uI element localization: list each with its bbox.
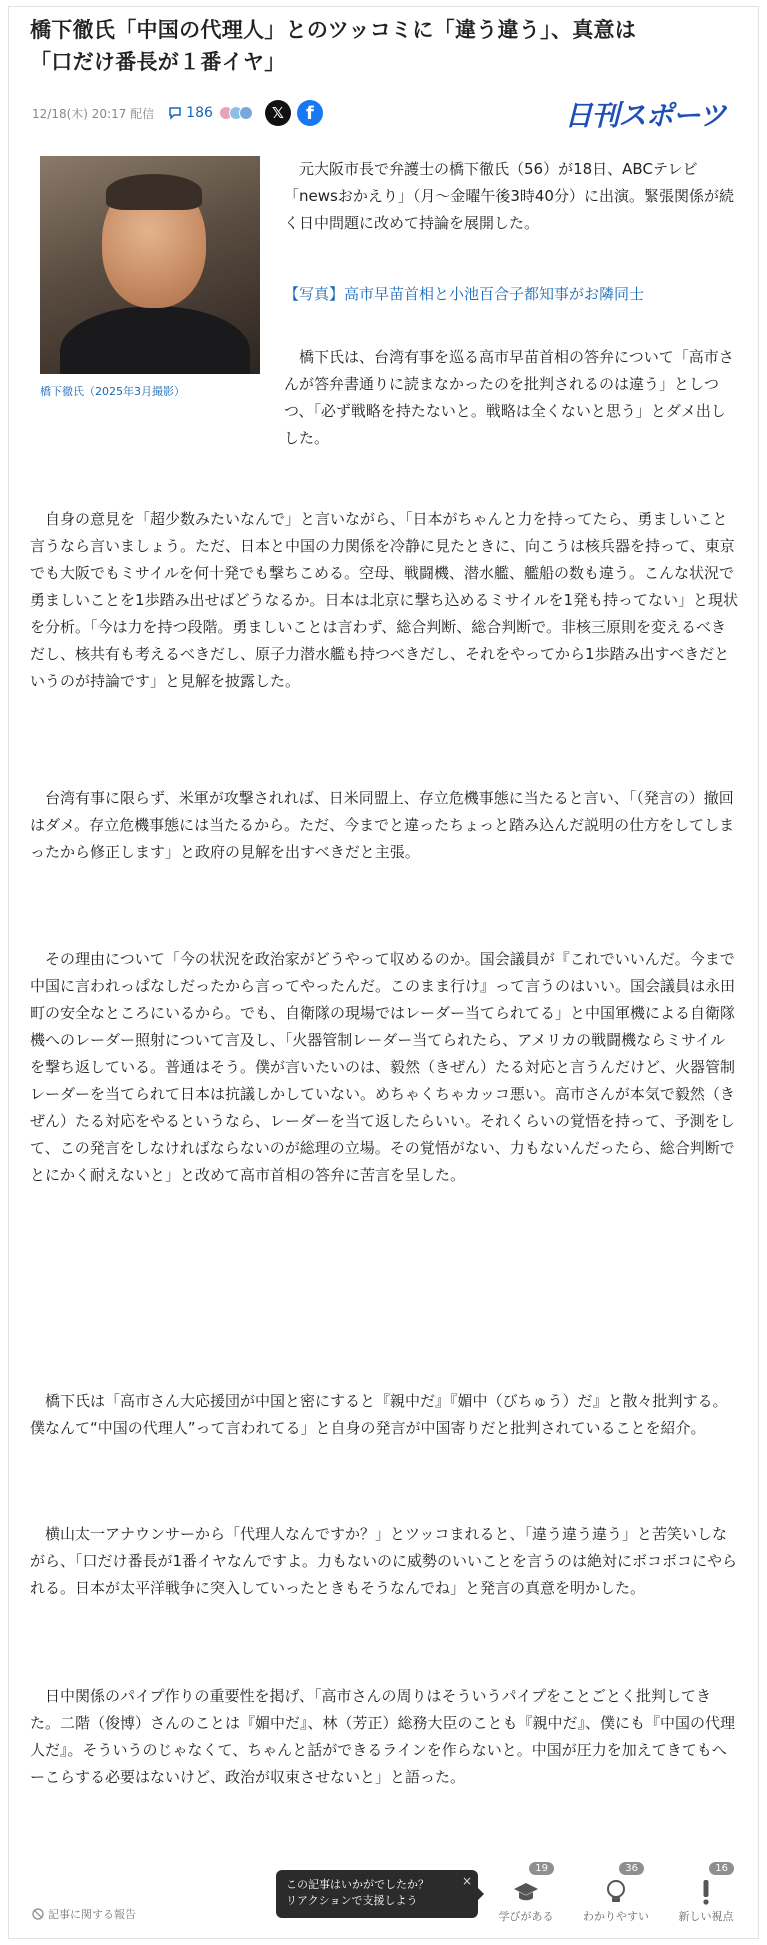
reaction-summary-icons (219, 106, 253, 120)
paragraph-2: 橋下氏は、台湾有事を巡る高市早苗首相の答弁について「高市さんが答弁書通りに読まなかったのを批判されるのは違う」としつつ、「必ず戦略を持たないと。戦略は全くないと思う」とダメ出しした。 (284, 348, 734, 447)
reaction-label: わかりやすい (583, 1910, 649, 1923)
reaction-dot-icon (239, 106, 253, 120)
photo-caption: 橋下徹氏（2025年3月撮影） (40, 385, 185, 398)
reaction-label: 学びがある (498, 1910, 554, 1923)
title-line-2: 「口だけ番長が１番イヤ」 (30, 50, 286, 74)
comment-icon (168, 106, 182, 120)
photo-body-shape (60, 306, 250, 374)
prohibit-icon (32, 1908, 44, 1920)
paragraph-5: その理由について「今の状況を政治家がどうやって収めるのか。国会議員が『これでいいんだ。今まで中国に言われっぱなしだったから言ってやったんだ。このまま行け』って言うのはいい。国会議員は永田町の安全なところにいるから。でも、自衛隊の現場ではレーダー当てられてる」と中国軍機による自衛隊機へのレーダー照射について言及し、「火器管制レーダー当てられたら、アメリカの戦闘機ならミサイルを撃ち返している。普通はそう。僕が言いたいのは、毅然（きぜん）たる対応と言うんだけど、火器管制レーダーを当てられて日本は抗議しかしていない。めちゃくちゃカッコ悪い。高市さんが本気で毅然（きぜん）たる対応をやるというなら、レーダーを当て返したらいい。それくらいの覚悟を持って、予測をして、この発言をしなければならないのが総理の立場。その覚悟がない、力もないんだったら、総合判断でとにかく耐えないと」と改めて高市首相の答弁に苦言を呈した。 (30, 950, 736, 1184)
reaction-count-badge: 36 (619, 1862, 644, 1875)
related-photo-link[interactable]: 【写真】高市早苗首相と小池百合子都知事がお隣同士 (284, 285, 645, 303)
paragraph-8: 日中関係のパイプ作りの重要性を掲げ、「高市さんの周りはそういうパイプをことごとく批判してきた。二階（俊博）さんのことは『媚中だ』、林（芳正）総務大臣のことも『親中だ』、僕にも『中国の代理人だ』。そういうのじゃなくて、ちゃんと話ができるラインを作らないと。中国が圧力を加えてきてもへーこらする必要はないけど、政治が収束させないと」と語った。 (30, 1687, 736, 1786)
share-facebook-icon[interactable]: f (297, 100, 323, 126)
paragraph-4: 台湾有事に限らず、米軍が攻撃されれば、日米同盟上、存立危機事態に当たると言い、「（発言の）撤回はダメ。存立危機事態には当たるから。ただ、今までと違ったちょっと踏み込んだ説明の仕方をしてしまったから修正します」と政府の見解を出すべきだと主張。 (30, 789, 735, 861)
graduation-cap-icon (512, 1878, 540, 1906)
report-article-link[interactable] (32, 1906, 136, 1922)
report-label: 記事に関する報告 (48, 1908, 136, 1921)
reaction-clear-button[interactable] (576, 1862, 656, 1932)
article-title (30, 14, 740, 78)
publish-date: 12/18(木) 20:17 配信 (32, 106, 155, 121)
reaction-label: 新しい視点 (678, 1910, 734, 1923)
tooltip-line-2: リアクションで支援しよう (286, 1894, 418, 1907)
article-meta (32, 98, 329, 128)
reaction-count-badge: 16 (709, 1862, 734, 1875)
share-x-icon[interactable]: 𝕏 (265, 100, 291, 126)
exclamation-icon (692, 1878, 720, 1906)
tooltip-line-1: この記事はいかがでしたか？ (286, 1878, 429, 1891)
paragraph-3: 自身の意見を「超少数みたいなんで」と言いながら、「日本がちゃんと力を持ってたら、勇ましいこと言うなら言いましょう。ただ、日本と中国の力関係を冷静に見たときに、向こうは核兵器を持って、東京でも大阪でもミサイルを何十発でも撃ちこめる。空母、戦闘機、潜水艦、艦船の数も違う。こんな状況で勇ましいことを1歩踏み出せばどうなるか。日本は北京に撃ち込めるミサイルを1発も持ってない」と現状を分析。「今は力を持つ段階。勇ましいことは言わず、総合判断、総合判断で。非核三原則を変えるべきだし、核共有も考えるべきだし、原子力潜水艦も持つべきだし、それをやってから1歩踏み出すべきだというのが持論です」と見解を披露した。 (30, 510, 739, 690)
tooltip-close-icon[interactable]: × (461, 1874, 472, 1888)
paragraph-7: 横山太一アナウンサーから「代理人なんですか？」とツッコまれると、「違う違う違う」と苦笑いしながら、「口だけ番長が1番イヤなんですよ。力もないのに威勢のいいことを言うのは絶対にボコボコにやられる。日本が太平洋戦争に突入していったときもそうなんでね」と発言の真意を明かした。 (30, 1525, 738, 1597)
title-line-1: 橋下徹氏「中国の代理人」とのツッコミに「違う違う」、真意は (30, 18, 637, 42)
lightbulb-icon (602, 1878, 630, 1906)
reaction-count-badge: 19 (529, 1862, 554, 1875)
paragraph-6: 橋下氏は「高市さん大応援団が中国と密にすると『親中だ』『媚中（びちゅう）だ』と散々批判する。僕なんて“中国の代理人”って言われてる」と自身の発言が中国寄りだと批判されていることを紹介。 (30, 1392, 728, 1437)
photo-hair-shape (106, 174, 202, 210)
comment-count-button[interactable] (168, 105, 213, 121)
publisher-logo[interactable]: 日刊スポーツ (564, 99, 726, 132)
reaction-new-view-button[interactable] (666, 1862, 746, 1932)
comment-count: 186 (186, 105, 213, 121)
reaction-learn-button[interactable] (486, 1862, 566, 1932)
reaction-prompt-tooltip (276, 1870, 478, 1918)
paragraph-1: 元大阪市長で弁護士の橋下徹氏（56）が18日、ABCテレビ「newsおかえり」（月～金曜午後3時40分）に出演。緊張関係が続く日中問題に改めて持論を展開した。 (284, 160, 734, 232)
article-photo[interactable] (40, 156, 260, 374)
